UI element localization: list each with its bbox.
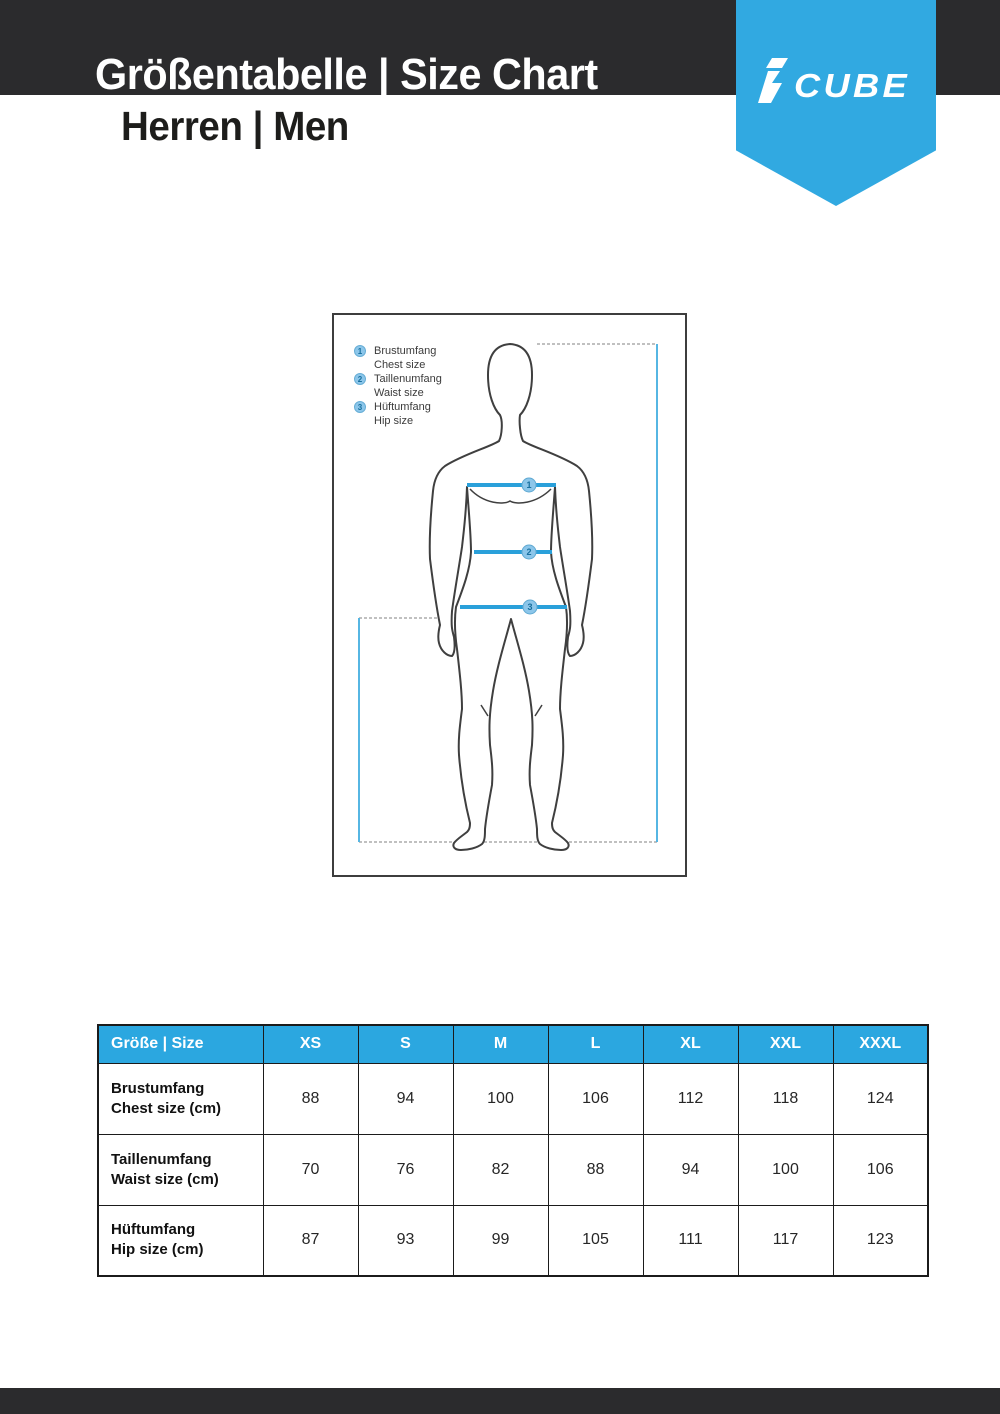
table-row-waist	[98, 1134, 928, 1205]
legend-label	[374, 344, 436, 372]
column-header-size: Größe | Size	[98, 1025, 263, 1063]
legend-label-de: Brustumfang	[374, 345, 437, 357]
diagram-legend	[354, 344, 442, 428]
page-subtitle: Herren | Men	[121, 103, 349, 149]
cube-logo-text: CUBE	[794, 67, 910, 104]
legend-label-en: Chest size	[374, 359, 426, 371]
cell-value: 106	[548, 1063, 643, 1134]
brand-ribbon	[736, 0, 936, 206]
row-label	[98, 1205, 263, 1276]
row-label	[98, 1063, 263, 1134]
row-label-en: Waist size (cm)	[111, 1170, 219, 1188]
cell-value: 118	[738, 1063, 833, 1134]
legend-number-badge: 2	[354, 373, 366, 385]
row-label	[98, 1134, 263, 1205]
legend-label-de: Taillenumfang	[374, 373, 442, 385]
legend-item-waist	[354, 372, 442, 400]
column-header-xs: XS	[263, 1025, 358, 1063]
cell-value: 93	[358, 1205, 453, 1276]
legend-label	[374, 372, 442, 400]
cell-value: 100	[453, 1063, 548, 1134]
cell-value: 123	[833, 1205, 928, 1276]
cell-value: 88	[263, 1063, 358, 1134]
table-row-hip	[98, 1205, 928, 1276]
legend-number-badge: 3	[354, 401, 366, 413]
row-label-de: Hüftumfang	[111, 1221, 196, 1239]
column-header-xxl: XXL	[738, 1025, 833, 1063]
size-table-header-row	[98, 1025, 928, 1063]
row-label-en: Hip size (cm)	[111, 1241, 204, 1259]
size-table	[97, 1024, 929, 1277]
cell-value: 111	[643, 1205, 738, 1276]
column-header-xl: XL	[643, 1025, 738, 1063]
row-label-de: Brustumfang	[111, 1079, 205, 1097]
legend-label	[374, 400, 431, 428]
page-title: Größentabelle | Size Chart	[95, 50, 598, 99]
cell-value: 124	[833, 1063, 928, 1134]
cell-value: 100	[738, 1134, 833, 1205]
cube-logo	[758, 56, 918, 108]
hip-marker-number: 3	[527, 602, 533, 612]
cell-value: 112	[643, 1063, 738, 1134]
row-label-en: Chest size (cm)	[111, 1099, 222, 1117]
cube-logo-mark	[758, 58, 788, 103]
cell-value: 106	[833, 1134, 928, 1205]
measurement-diagram	[332, 313, 687, 877]
cell-value: 76	[358, 1134, 453, 1205]
legend-number-badge: 1	[354, 345, 366, 357]
cell-value: 88	[548, 1134, 643, 1205]
cell-value: 105	[548, 1205, 643, 1276]
cell-value: 82	[453, 1134, 548, 1205]
legend-item-chest	[354, 344, 442, 372]
cell-value: 94	[358, 1063, 453, 1134]
legend-item-hip	[354, 400, 442, 428]
column-header-l: L	[548, 1025, 643, 1063]
footer-bar	[0, 1388, 1000, 1414]
cell-value: 94	[643, 1134, 738, 1205]
human-silhouette	[430, 344, 593, 850]
column-header-m: M	[453, 1025, 548, 1063]
waist-marker-number: 2	[526, 547, 532, 557]
column-header-s: S	[358, 1025, 453, 1063]
column-header-xxxl: XXXL	[833, 1025, 928, 1063]
cell-value: 117	[738, 1205, 833, 1276]
legend-label-en: Hip size	[374, 415, 414, 427]
row-label-de: Taillenumfang	[111, 1150, 212, 1168]
cell-value: 87	[263, 1205, 358, 1276]
cell-value: 70	[263, 1134, 358, 1205]
legend-label-de: Hüftumfang	[374, 401, 431, 413]
table-row-chest	[98, 1063, 928, 1134]
legend-label-en: Waist size	[374, 387, 424, 399]
chest-marker-number: 1	[526, 480, 532, 490]
cell-value: 99	[453, 1205, 548, 1276]
